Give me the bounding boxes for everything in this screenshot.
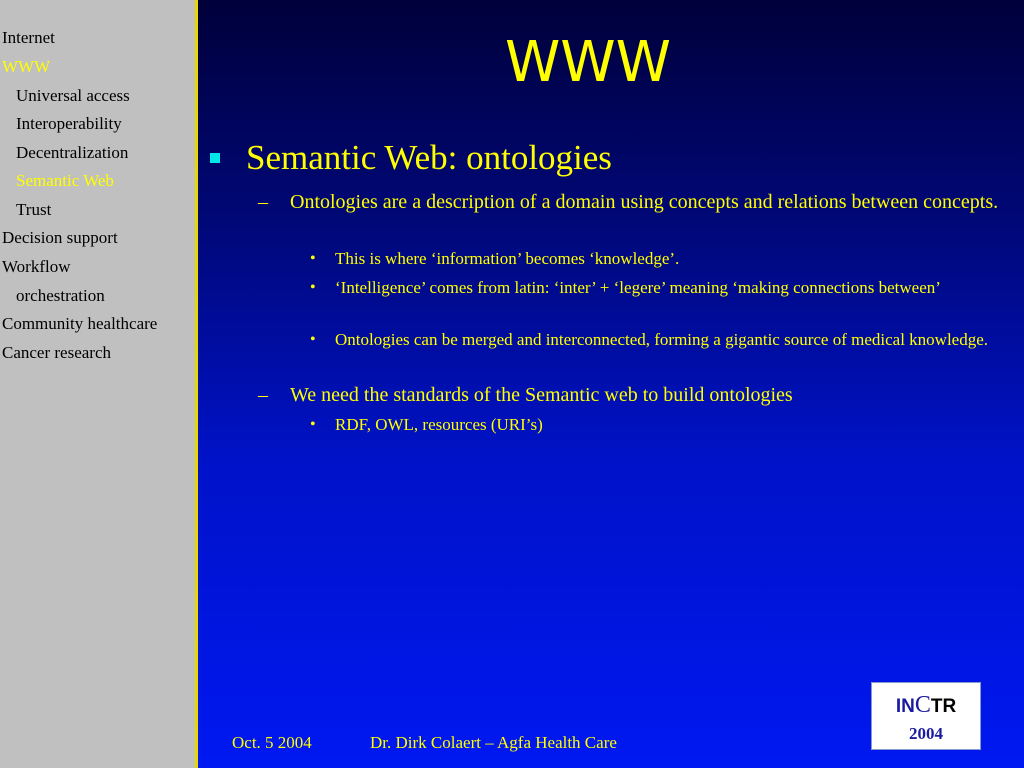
- dot-bullet-icon: •: [310, 279, 316, 296]
- footer-author: Dr. Dirk Colaert – Agfa Health Care: [370, 733, 617, 752]
- square-bullet-icon: [210, 153, 220, 163]
- slide-content: [198, 0, 1024, 768]
- sidebar-item-workflow[interactable]: Workflow: [2, 257, 71, 276]
- dash-bullet-icon: –: [258, 191, 268, 213]
- dash-bullet-icon: –: [258, 384, 268, 406]
- sidebar-item-decentralization[interactable]: Decentralization: [16, 143, 129, 162]
- sidebar-item-orchestration[interactable]: orchestration: [16, 286, 105, 305]
- footer-date: Oct. 5 2004: [232, 733, 312, 752]
- sub-point-2-1: RDF, OWL, resources (URI’s): [335, 415, 543, 434]
- inctr-logo: [871, 682, 981, 750]
- sidebar-item-decision-support[interactable]: Decision support: [2, 228, 118, 247]
- sidebar-item-semantic-web[interactable]: Semantic Web: [16, 171, 114, 190]
- slide-heading: Semantic Web: ontologies: [246, 138, 612, 177]
- sub-point-1-2: ‘Intelligence’ comes from latin: ‘inter’ + ‘legere’ meaning ‘making connections between’: [335, 278, 941, 297]
- logo-wordmark: INCTR: [895, 692, 957, 718]
- sidebar-item-trust[interactable]: Trust: [16, 200, 52, 219]
- sidebar-item-cancer-research[interactable]: Cancer research: [2, 343, 112, 362]
- sub-point-1-1: This is where ‘information’ becomes ‘knowledge’.: [335, 249, 680, 268]
- sidebar-nav: [0, 0, 195, 768]
- slide-title: WWW: [504, 30, 672, 95]
- sidebar-item-interoperability[interactable]: Interoperability: [16, 114, 122, 133]
- dot-bullet-icon: •: [310, 331, 316, 348]
- logo-year: 2004: [909, 724, 943, 743]
- sidebar-item-universal-access[interactable]: Universal access: [16, 86, 130, 105]
- dot-bullet-icon: •: [310, 250, 316, 267]
- sidebar-item-internet[interactable]: Internet: [2, 28, 55, 47]
- sidebar-item-www[interactable]: WWW: [2, 57, 51, 76]
- dot-bullet-icon: •: [310, 416, 316, 433]
- sub-point-1-3: Ontologies can be merged and interconnected, forming a gigantic source of medical knowledge.: [335, 330, 989, 349]
- bullet-point-2: We need the standards of the Semantic web to build ontologies: [290, 384, 793, 406]
- sidebar-item-community-healthcare[interactable]: Community healthcare: [2, 314, 158, 333]
- bullet-point-1: Ontologies are a description of a domain using concepts and relations between concepts.: [290, 191, 999, 213]
